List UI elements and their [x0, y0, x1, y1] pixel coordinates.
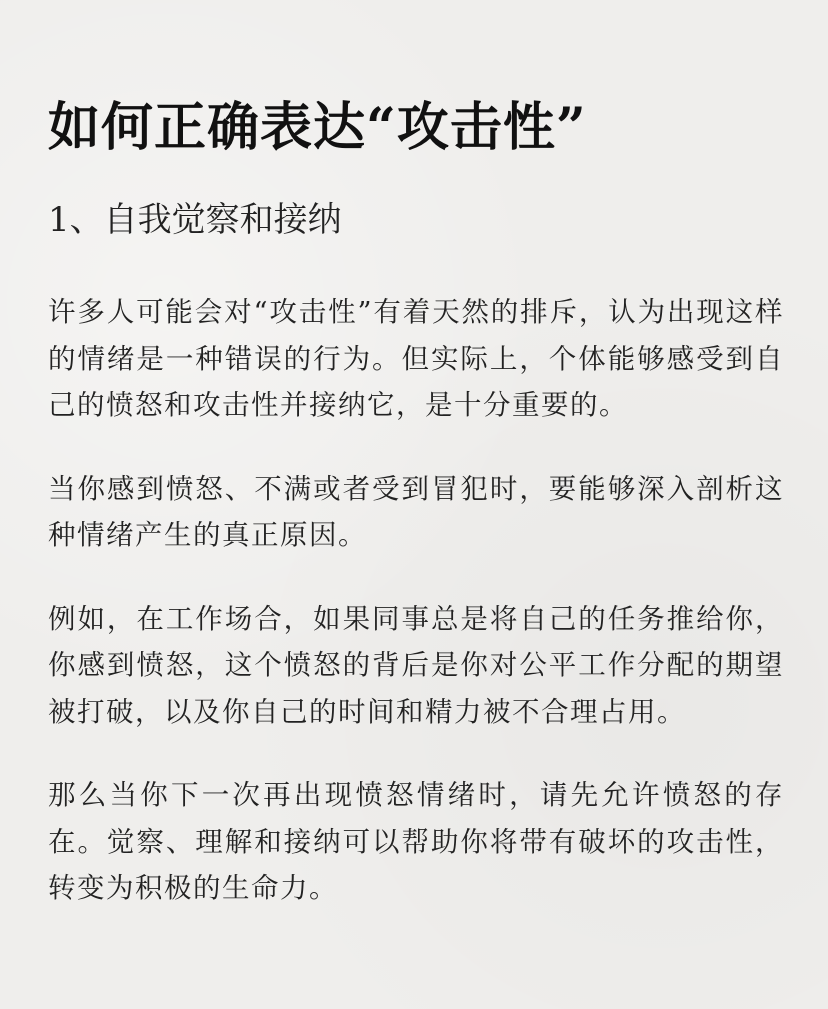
- paragraph-1: 许多人可能会对“攻击性”有着天然的排斥，认为出现这样的情绪是一种错误的行为。但实际上，个体能够感受到自己的愤怒和攻击性并接纳它，是十分重要的。: [48, 296, 784, 421]
- paragraph-3: 例如，在工作场合，如果同事总是将自己的任务推给你，你感到愤怒，这个愤怒的背后是你对公平工作分配的期望被打破，以及你自己的时间和精力被不合理占用。: [48, 602, 784, 728]
- page-title: 如何正确表达“攻击性”: [48, 97, 587, 158]
- paragraph-4: 那么当你下一次再出现愤怒情绪时，请先允许愤怒的存在。觉察、理解和接纳可以帮助你将带有破坏的攻击性，转变为积极的生命力。: [48, 779, 784, 904]
- section-heading: 1、自我觉察和接纳: [48, 200, 342, 240]
- paragraph-2: 当你感到愤怒、不满或者受到冒犯时，要能够深入剖析这种情绪产生的真正原因。: [48, 472, 784, 551]
